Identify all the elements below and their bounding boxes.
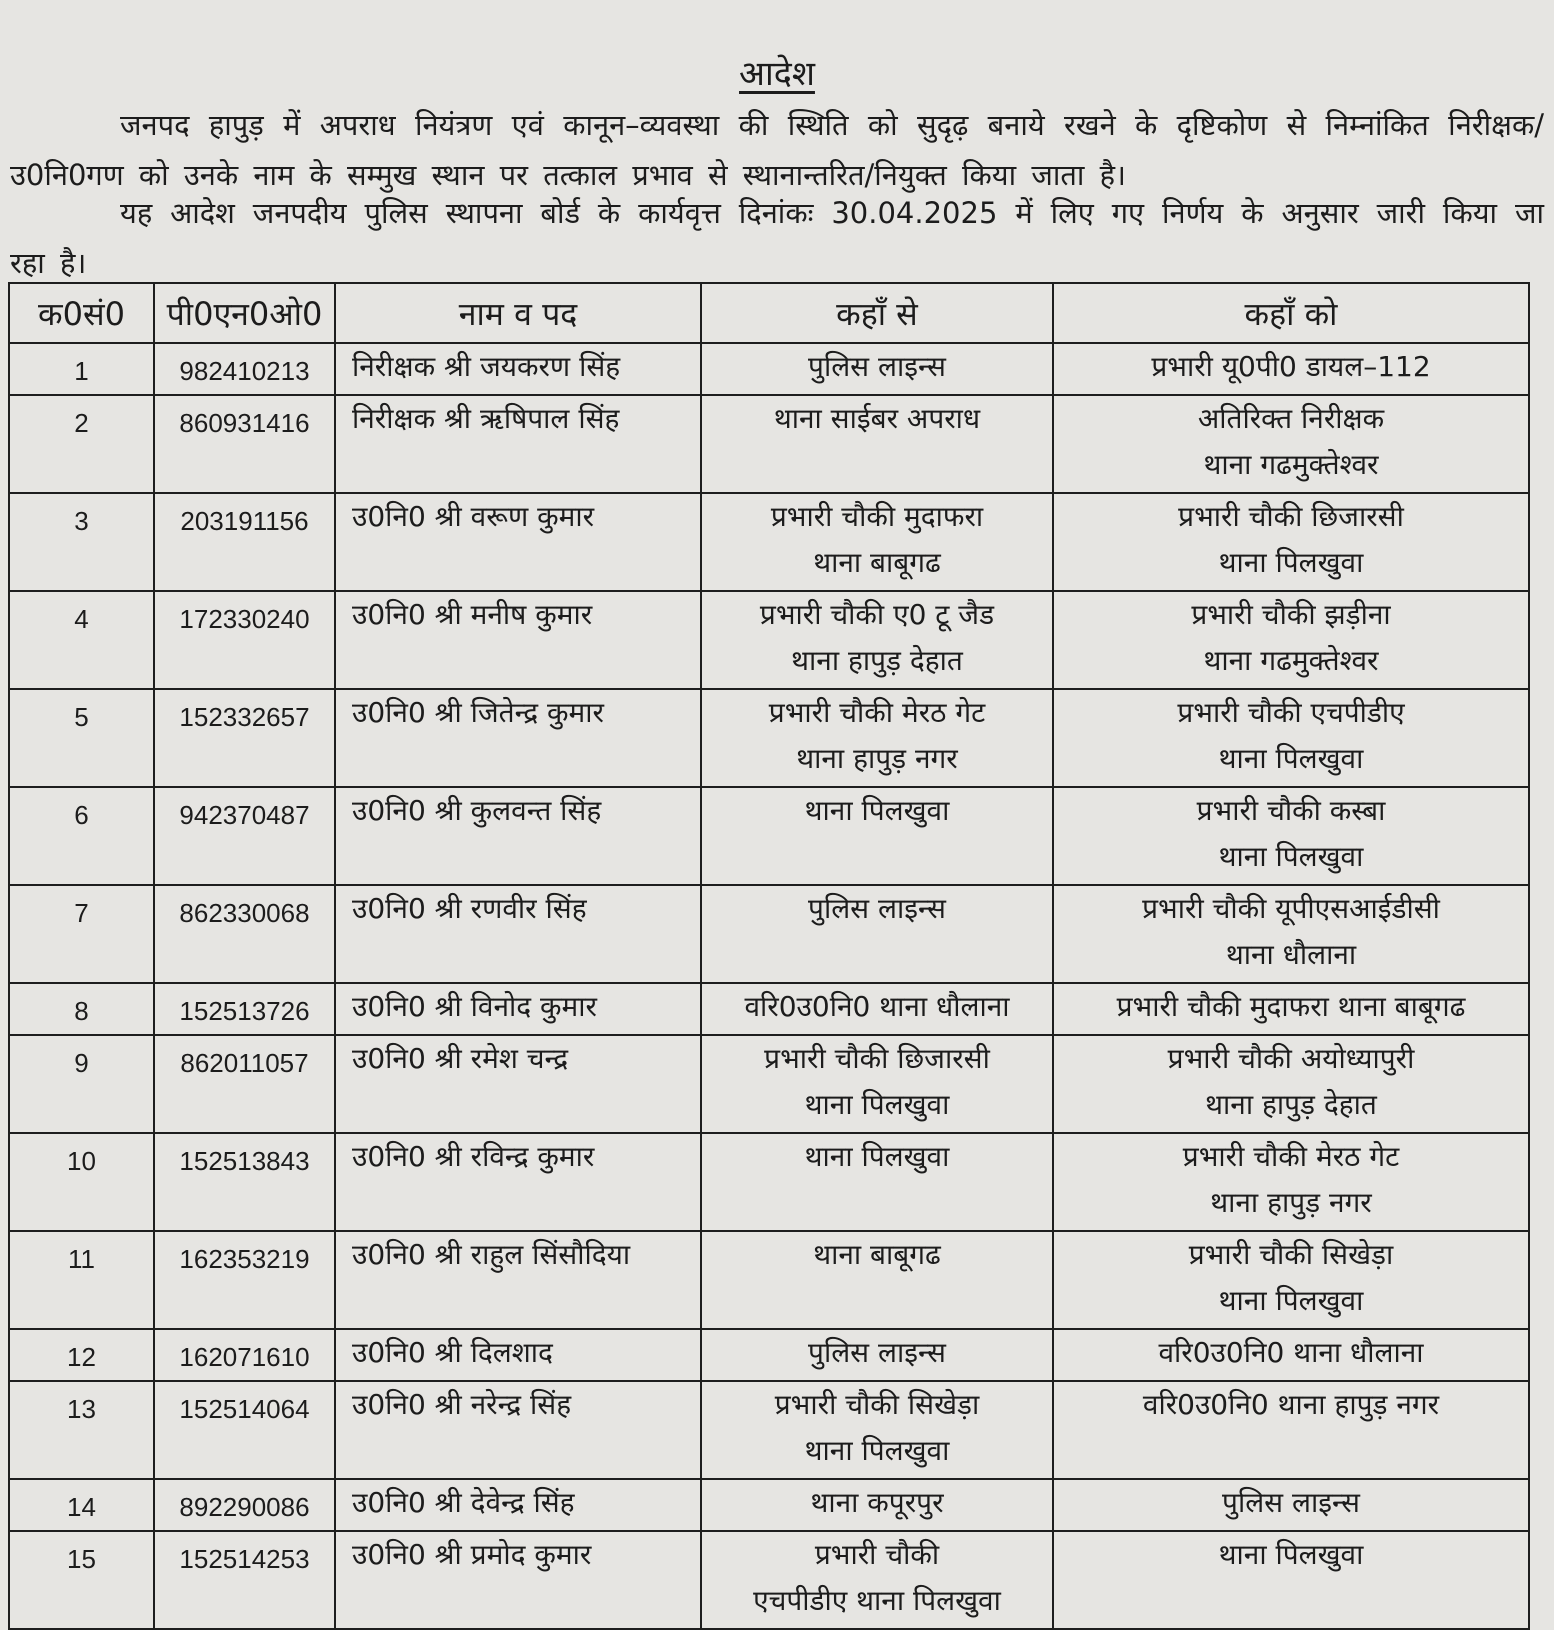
serial-cell: 3	[9, 493, 154, 591]
name-cell: निरीक्षक श्री जयकरण सिंह	[335, 343, 701, 395]
table-row	[9, 1133, 1529, 1231]
header-to: कहाँ को	[1053, 283, 1529, 343]
name-cell: उ0नि0 श्री दिलशाद	[335, 1329, 701, 1381]
table-row	[9, 787, 1529, 885]
table-row	[9, 689, 1529, 787]
transfer-table	[8, 282, 1530, 1630]
table-header-row	[9, 283, 1529, 343]
pno-cell: 203191156	[154, 493, 335, 591]
from-cell: थाना पिलखुवा	[701, 787, 1053, 885]
header-pno: पी0एन0ओ0	[154, 283, 335, 343]
to-cell: वरि0उ0नि0 थाना धौलाना	[1053, 1329, 1529, 1381]
to-cell: प्रभारी चौकी अयोध्यापुरी थाना हापुड़ देहात	[1053, 1035, 1529, 1133]
serial-cell: 4	[9, 591, 154, 689]
from-cell: थाना बाबूगढ	[701, 1231, 1053, 1329]
table-body	[9, 343, 1529, 1629]
from-cell: पुलिस लाइन्स	[701, 1329, 1053, 1381]
pno-cell: 860931416	[154, 395, 335, 493]
name-cell: उ0नि0 श्री रविन्द्र कुमार	[335, 1133, 701, 1231]
name-cell: उ0नि0 श्री राहुल सिंसौदिया	[335, 1231, 701, 1329]
to-cell: अतिरिक्त निरीक्षक थाना गढमुक्तेश्वर	[1053, 395, 1529, 493]
table-row	[9, 1231, 1529, 1329]
name-cell: उ0नि0 श्री देवेन्द्र सिंह	[335, 1479, 701, 1531]
from-cell: वरि0उ0नि0 थाना धौलाना	[701, 983, 1053, 1035]
table-row	[9, 1531, 1529, 1629]
serial-cell: 11	[9, 1231, 154, 1329]
to-cell: प्रभारी चौकी छिजारसी थाना पिलखुवा	[1053, 493, 1529, 591]
table-row	[9, 1381, 1529, 1479]
from-cell: प्रभारी चौकी छिजारसी थाना पिलखुवा	[701, 1035, 1053, 1133]
to-cell: थाना पिलखुवा	[1053, 1531, 1529, 1629]
name-cell: उ0नि0 श्री जितेन्द्र कुमार	[335, 689, 701, 787]
order-paragraph-1: जनपद हापुड़ में अपराध नियंत्रण एवं कानून–व्यवस्था की स्थिति को सुदृढ़ बनाये रखने के दृष्टिकोण से निम्नांकित निरीक्षक/उ0नि0गण को उनके नाम के सम्मुख स्थान पर तत्काल प्रभाव से स्थानान्तरित/नियुक्त किया जाता है।	[10, 108, 1544, 192]
to-cell: पुलिस लाइन्स	[1053, 1479, 1529, 1531]
table-row	[9, 591, 1529, 689]
serial-cell: 8	[9, 983, 154, 1035]
serial-cell: 6	[9, 787, 154, 885]
pno-cell: 942370487	[154, 787, 335, 885]
serial-cell: 7	[9, 885, 154, 983]
pno-cell: 172330240	[154, 591, 335, 689]
table-row	[9, 1329, 1529, 1381]
pno-cell: 982410213	[154, 343, 335, 395]
from-cell: थाना साईबर अपराध	[701, 395, 1053, 493]
pno-cell: 862330068	[154, 885, 335, 983]
pno-cell: 152513726	[154, 983, 335, 1035]
name-cell: उ0नि0 श्री प्रमोद कुमार	[335, 1531, 701, 1629]
to-cell: प्रभारी चौकी कस्बा थाना पिलखुवा	[1053, 787, 1529, 885]
header-name-post: नाम व पद	[335, 283, 701, 343]
serial-cell: 2	[9, 395, 154, 493]
name-cell: उ0नि0 श्री रमेश चन्द्र	[335, 1035, 701, 1133]
pno-cell: 892290086	[154, 1479, 335, 1531]
name-cell: उ0नि0 श्री विनोद कुमार	[335, 983, 701, 1035]
serial-cell: 14	[9, 1479, 154, 1531]
pno-cell: 152514064	[154, 1381, 335, 1479]
pno-cell: 152332657	[154, 689, 335, 787]
table-row	[9, 395, 1529, 493]
from-cell: प्रभारी चौकी एचपीडीए थाना पिलखुवा	[701, 1531, 1053, 1629]
order-title	[0, 52, 1554, 96]
to-cell: वरि0उ0नि0 थाना हापुड़ नगर	[1053, 1381, 1529, 1479]
header-serial: क0सं0	[9, 283, 154, 343]
to-cell: प्रभारी चौकी झड़ीना थाना गढमुक्तेश्वर	[1053, 591, 1529, 689]
order-title-text: आदेश	[739, 54, 815, 94]
from-cell: थाना पिलखुवा	[701, 1133, 1053, 1231]
table-row	[9, 885, 1529, 983]
to-cell: प्रभारी चौकी मेरठ गेट थाना हापुड़ नगर	[1053, 1133, 1529, 1231]
serial-cell: 1	[9, 343, 154, 395]
serial-cell: 5	[9, 689, 154, 787]
pno-cell: 152513843	[154, 1133, 335, 1231]
name-cell: उ0नि0 श्री मनीष कुमार	[335, 591, 701, 689]
table-row	[9, 493, 1529, 591]
pno-cell: 152514253	[154, 1531, 335, 1629]
table-row	[9, 983, 1529, 1035]
from-cell: पुलिस लाइन्स	[701, 343, 1053, 395]
table-row	[9, 343, 1529, 395]
pno-cell: 862011057	[154, 1035, 335, 1133]
serial-cell: 9	[9, 1035, 154, 1133]
table-row	[9, 1035, 1529, 1133]
from-cell: पुलिस लाइन्स	[701, 885, 1053, 983]
pno-cell: 162071610	[154, 1329, 335, 1381]
name-cell: उ0नि0 श्री रणवीर सिंह	[335, 885, 701, 983]
name-cell: उ0नि0 श्री वरूण कुमार	[335, 493, 701, 591]
from-cell: प्रभारी चौकी ए0 टू जैड थाना हापुड़ देहात	[701, 591, 1053, 689]
serial-cell: 15	[9, 1531, 154, 1629]
to-cell: प्रभारी चौकी मुदाफरा थाना बाबूगढ	[1053, 983, 1529, 1035]
table-row	[9, 1479, 1529, 1531]
name-cell: निरीक्षक श्री ऋषिपाल सिंह	[335, 395, 701, 493]
to-cell: प्रभारी चौकी एचपीडीए थाना पिलखुवा	[1053, 689, 1529, 787]
name-cell: उ0नि0 श्री कुलवन्त सिंह	[335, 787, 701, 885]
from-cell: प्रभारी चौकी मुदाफरा थाना बाबूगढ	[701, 493, 1053, 591]
name-cell: उ0नि0 श्री नरेन्द्र सिंह	[335, 1381, 701, 1479]
pno-cell: 162353219	[154, 1231, 335, 1329]
from-cell: प्रभारी चौकी सिखेड़ा थाना पिलखुवा	[701, 1381, 1053, 1479]
header-from: कहाँ से	[701, 283, 1053, 343]
from-cell: प्रभारी चौकी मेरठ गेट थाना हापुड़ नगर	[701, 689, 1053, 787]
serial-cell: 13	[9, 1381, 154, 1479]
from-cell: थाना कपूरपुर	[701, 1479, 1053, 1531]
order-paragraph-2: यह आदेश जनपदीय पुलिस स्थापना बोर्ड के कार्यवृत्त दिनांकः 30.04.2025 में लिए गए निर्णय के अनुसार जारी किया जा रहा है।	[10, 196, 1544, 280]
to-cell: प्रभारी यू0पी0 डायल–112	[1053, 343, 1529, 395]
to-cell: प्रभारी चौकी सिखेड़ा थाना पिलखुवा	[1053, 1231, 1529, 1329]
serial-cell: 10	[9, 1133, 154, 1231]
to-cell: प्रभारी चौकी यूपीएसआईडीसी थाना धौलाना	[1053, 885, 1529, 983]
serial-cell: 12	[9, 1329, 154, 1381]
